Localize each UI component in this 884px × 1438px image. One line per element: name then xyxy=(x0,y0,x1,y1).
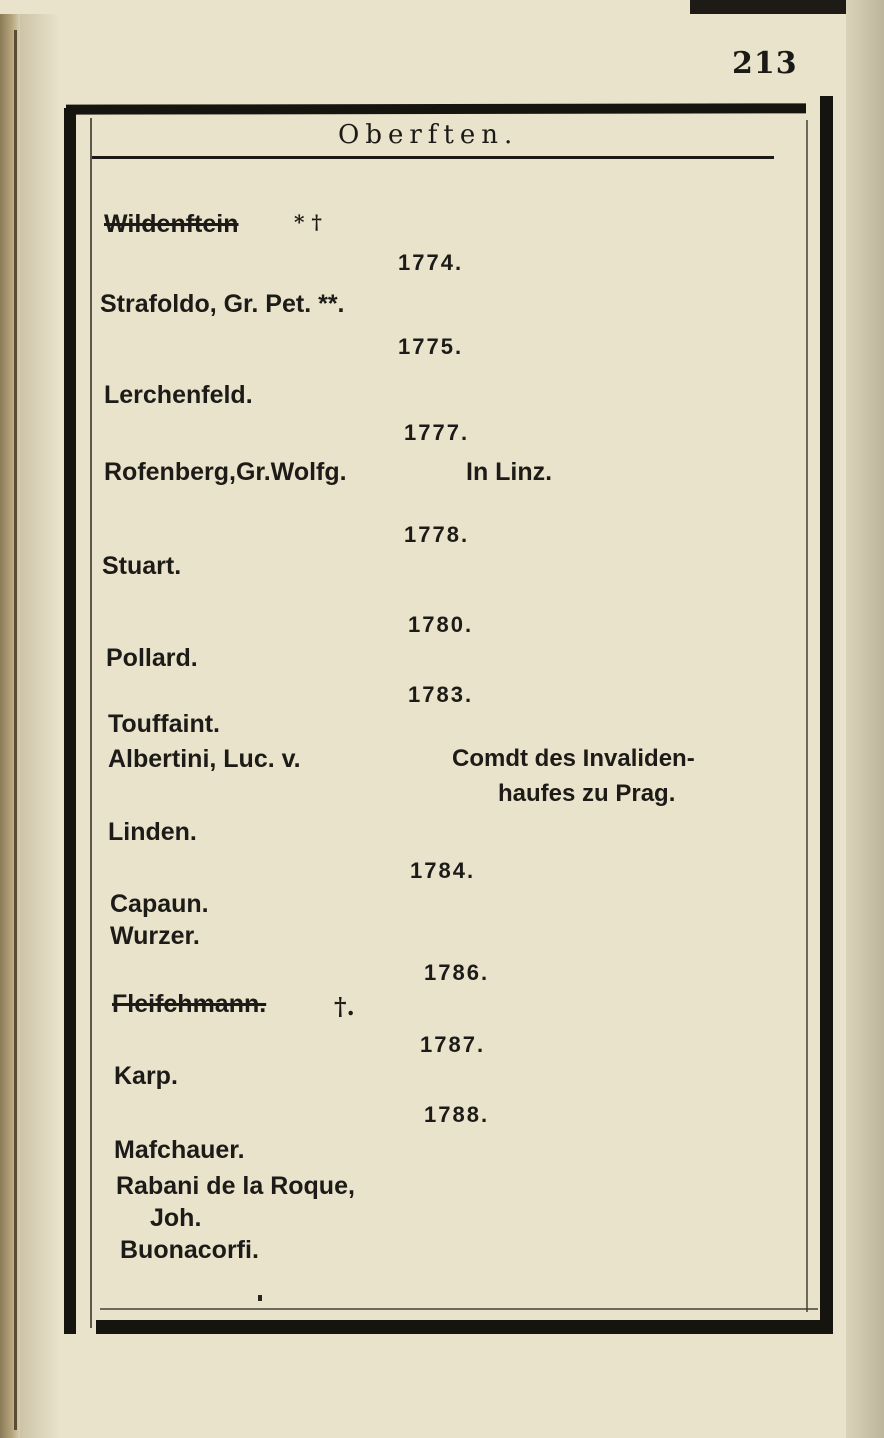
entry-name-fleischmann: Fleifchmann. xyxy=(112,990,267,1018)
book-spine xyxy=(0,14,20,1438)
year-1788: 1788. xyxy=(424,1102,490,1127)
year-1783: 1783. xyxy=(408,682,474,707)
entry-name-buonacorsi: Buonacorfi. xyxy=(120,1236,259,1264)
entry-name-rosenberg: Rofenberg,Gr.Wolfg. xyxy=(104,458,347,486)
entry-note-albertini-line2: haufes zu Prag. xyxy=(498,780,676,807)
page-number: 213 xyxy=(732,46,798,81)
entry-name-stuart: Stuart. xyxy=(102,552,182,580)
entry-note-rosenberg: In Linz. xyxy=(466,458,553,486)
frame-border-bottom xyxy=(96,1320,833,1334)
year-1778: 1778. xyxy=(404,522,470,547)
entry-name-strasoldo: Strafoldo, Gr. Pet. **. xyxy=(100,290,345,318)
entry-name-rabani: Rabani de la Roque, xyxy=(116,1172,355,1200)
spine-line xyxy=(14,30,17,1430)
frame-inner-bottom xyxy=(100,1308,818,1310)
ink-speck xyxy=(258,1295,262,1301)
entry-name-albertini: Albertini, Luc. v. xyxy=(108,745,301,773)
entry-name-wildenstein: Wildenftein xyxy=(104,210,239,238)
year-1786: 1786. xyxy=(424,960,490,985)
year-1780: 1780. xyxy=(408,612,474,637)
entry-mark-fleischmann: †. xyxy=(334,992,355,1021)
frame-inner-left xyxy=(90,118,92,1328)
frame-border-left xyxy=(64,108,76,1334)
entry-name-karp: Karp. xyxy=(114,1062,178,1090)
entry-name-pollard: Pollard. xyxy=(106,644,198,672)
right-page-edge xyxy=(846,0,884,1438)
entry-name-wurzer: Wurzer. xyxy=(110,922,200,950)
frame-inner-right xyxy=(806,120,808,1312)
entry-name-rabani-cont: Joh. xyxy=(150,1204,202,1232)
frame-border-right xyxy=(820,96,833,1332)
entry-name-capaun: Capaun. xyxy=(110,890,209,918)
entry-name-linden: Linden. xyxy=(108,818,197,846)
section-heading: Oberften. xyxy=(338,120,519,150)
year-1774: 1774. xyxy=(398,250,464,275)
year-1784: 1784. xyxy=(410,858,476,883)
entry-mark-wildenstein: * † xyxy=(294,210,322,234)
frame-border-top xyxy=(66,103,806,114)
year-1775: 1775. xyxy=(398,334,464,359)
entry-name-toussaint: Touffaint. xyxy=(108,710,220,738)
entry-note-albertini-line1: Comdt des Invaliden- xyxy=(452,745,695,772)
entry-name-lerchenfeld: Lerchenfeld. xyxy=(104,381,253,409)
heading-rule xyxy=(92,156,774,159)
gutter-shade xyxy=(20,14,60,1438)
entry-name-maschauer: Mafchauer. xyxy=(114,1136,245,1164)
year-1777: 1777. xyxy=(404,420,470,445)
year-1787: 1787. xyxy=(420,1032,486,1057)
